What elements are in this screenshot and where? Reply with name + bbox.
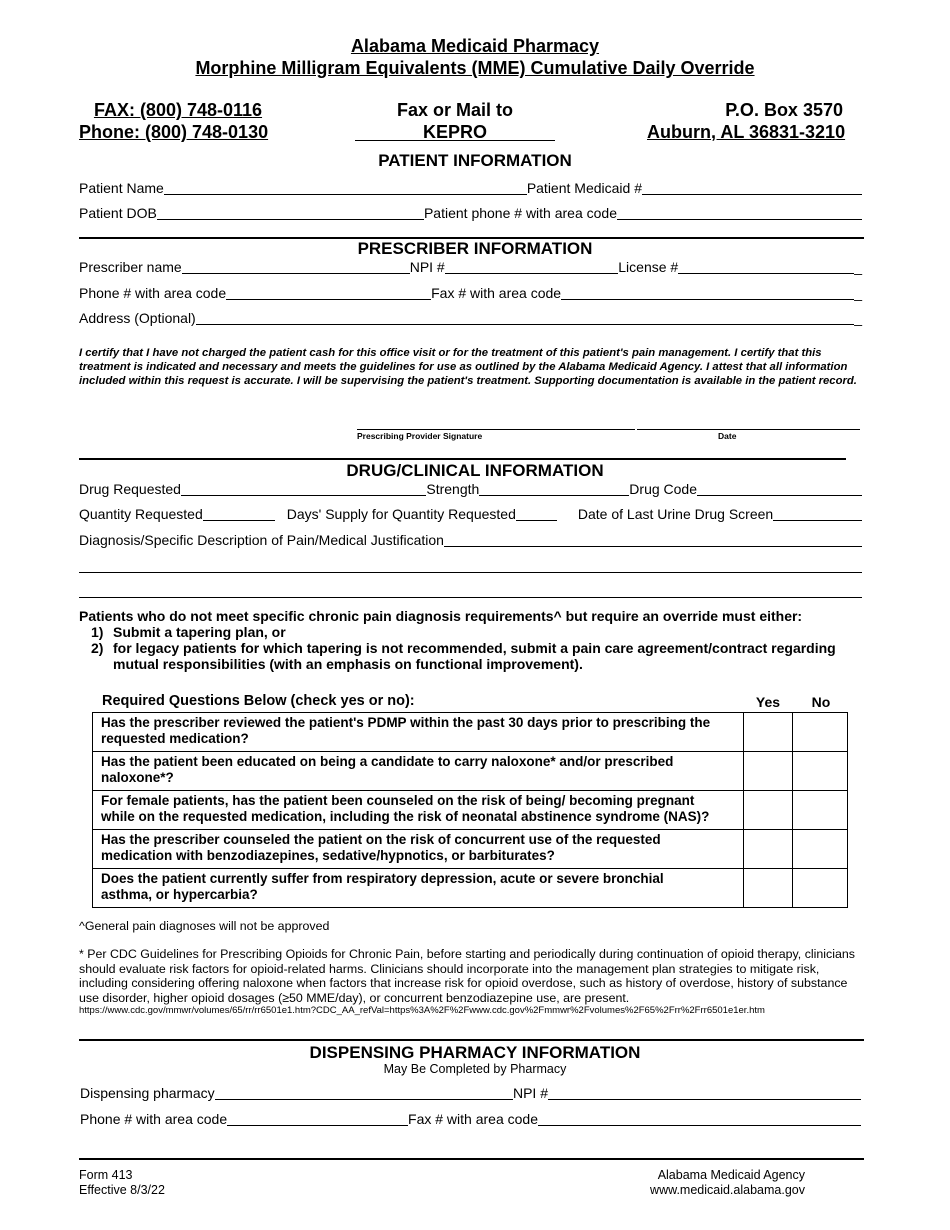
no-checkbox[interactable]	[793, 752, 848, 791]
questions-table	[92, 712, 848, 908]
prescriber-fax-label: Fax # with area code	[431, 285, 562, 301]
drug-code-label: Drug Code	[629, 481, 697, 497]
quantity-label: Quantity Requested	[79, 506, 203, 522]
prescriber-address-label: Address (Optional)	[79, 310, 196, 326]
patient-medicaid-label: Patient Medicaid #	[526, 180, 642, 196]
pharmacy-phone-field[interactable]	[227, 1112, 408, 1126]
quantity-field[interactable]	[203, 507, 275, 521]
po-box: P.O. Box 3570	[725, 100, 843, 120]
no-checkbox[interactable]	[793, 830, 848, 869]
yes-header: Yes	[755, 694, 781, 710]
patient-info-heading: PATIENT INFORMATION	[378, 151, 572, 170]
requirement-2-text-cont: mutual responsibilities (with an emphasis on functional improvement).	[113, 656, 583, 672]
pharmacy-npi-label: NPI #	[512, 1085, 548, 1101]
prescriber-phone-field[interactable]	[226, 286, 431, 300]
pharmacy-fax-label: Fax # with area code	[408, 1111, 538, 1127]
pharmacy-subheading: May Be Completed by Pharmacy	[383, 1062, 567, 1076]
kepro-label: KEPRO	[422, 122, 487, 142]
trail-mark: _	[854, 310, 862, 326]
diagnosis-label: Diagnosis/Specific Description of Pain/Medical Justification	[79, 532, 444, 548]
patient-name-label: Patient Name	[79, 180, 164, 196]
patient-row-2	[79, 204, 862, 222]
city-address: Auburn, AL 36831-3210	[647, 122, 846, 142]
question-line: Has the prescriber counseled the patient on the risk of concurrent use of the requested	[101, 832, 661, 847]
strength-label: Strength	[426, 481, 480, 497]
question-row	[93, 830, 848, 869]
requirement-1-num: 1)	[91, 624, 104, 640]
form-number: Form 413	[79, 1168, 133, 1182]
prescriber-npi-label: NPI #	[409, 259, 445, 275]
effective-date: Effective 8/3/22	[79, 1183, 165, 1197]
requirement-2-num: 2)	[91, 640, 104, 656]
agency-name: Alabama Medicaid Agency	[657, 1168, 805, 1182]
form-title-line1: Alabama Medicaid Pharmacy	[350, 36, 600, 56]
drug-requested-field[interactable]	[181, 482, 426, 496]
drug-row-1	[79, 480, 862, 498]
strength-field[interactable]	[479, 482, 629, 496]
prescriber-phone-label: Phone # with area code	[79, 285, 227, 301]
prescriber-name-field[interactable]	[182, 260, 410, 274]
diagnosis-field[interactable]	[444, 533, 862, 547]
signature-line[interactable]	[357, 429, 635, 430]
question-line: while on the requested medication, including the risk of neonatal abstinence syndrome (NAS)?	[101, 809, 710, 824]
agency-website[interactable]: www.medicaid.alabama.gov	[650, 1183, 805, 1197]
requirement-1-text: Submit a tapering plan, or	[113, 624, 286, 640]
diagnosis-line-3[interactable]	[79, 597, 862, 598]
question-text	[93, 752, 744, 791]
yes-checkbox[interactable]	[744, 830, 793, 869]
yes-checkbox[interactable]	[744, 869, 793, 908]
question-line: asthma, or hypercarbia?	[101, 887, 258, 902]
question-line: For female patients, has the patient been counseled on the risk of being/ becoming pregnant	[101, 793, 695, 808]
dispensing-pharmacy-field[interactable]	[215, 1086, 513, 1100]
pharmacy-row-2	[80, 1110, 861, 1128]
prescriber-license-field[interactable]	[678, 260, 854, 274]
prescriber-fax-field[interactable]	[561, 286, 854, 300]
cdc-url[interactable]: https://www.cdc.gov/mmwr/volumes/65/rr/rr6501e1.htm?CDC_AA_refVal=https%3A%2F%2Fwww.cdc.gov%2Fmmwr%2Fvolumes%2F65%2Frr%2Frr6501e1er.htm	[79, 1005, 765, 1016]
days-supply-field[interactable]	[516, 507, 557, 521]
cdc-note: * Per CDC Guidelines for Prescribing Opioids for Chronic Pain, before starting and periodically during continuation of opioid therapy, clinicians should evaluate risk factors for opioid-related harms. Clinicians should incorporate into the management plan strategies to mitigate risk, including considering offering naloxone when factors that increase risk for opioid overdose, such as history of overdose, history of substance use disorder, higher opioid dosages (≥50 MME/day), or concurrent benzodiazepine use, are present.	[79, 947, 855, 1005]
form-title-line2: Morphine Milligram Equivalents (MME) Cumulative Daily Override	[195, 58, 755, 78]
fax-number: FAX: (800) 748-0116	[93, 100, 263, 120]
general-diagnoses-note: ^General pain diagnoses will not be approved	[79, 919, 330, 933]
prescriber-row-3	[79, 309, 862, 327]
patient-dob-label: Patient DOB	[79, 205, 157, 221]
urine-screen-field[interactable]	[773, 507, 862, 521]
no-checkbox[interactable]	[793, 791, 848, 830]
prescriber-npi-field[interactable]	[445, 260, 619, 274]
question-text	[93, 869, 744, 908]
patient-phone-field[interactable]	[617, 206, 862, 220]
prescriber-name-label: Prescriber name	[79, 259, 182, 275]
prescriber-license-label: License #	[618, 259, 679, 275]
patient-medicaid-field[interactable]	[642, 181, 862, 195]
pharmacy-npi-field[interactable]	[548, 1086, 861, 1100]
question-text	[93, 830, 744, 869]
date-line[interactable]	[637, 429, 860, 430]
question-text	[93, 713, 744, 752]
question-row	[93, 791, 848, 830]
patient-dob-field[interactable]	[157, 206, 424, 220]
phone-number: Phone: (800) 748-0130	[79, 122, 269, 142]
patient-phone-label: Patient phone # with area code	[423, 205, 617, 221]
drug-row-3	[79, 531, 862, 549]
question-row	[93, 752, 848, 791]
fax-mail-label: Fax or Mail to	[396, 100, 513, 120]
prescriber-info-heading: PRESCRIBER INFORMATION	[357, 239, 593, 258]
drug-requested-label: Drug Requested	[79, 481, 181, 497]
drug-row-2	[79, 505, 862, 523]
yes-checkbox[interactable]	[744, 791, 793, 830]
question-line: Has the prescriber reviewed the patient's PDMP within the past 30 days prior to prescribing the	[101, 715, 711, 730]
pharmacy-phone-label: Phone # with area code	[80, 1111, 228, 1127]
no-header: No	[811, 694, 831, 710]
date-label: Date	[718, 431, 737, 441]
question-text	[93, 791, 744, 830]
signature-label: Prescribing Provider Signature	[357, 431, 483, 441]
pharmacy-row-1	[80, 1084, 861, 1102]
no-checkbox[interactable]	[793, 869, 848, 908]
patient-name-field[interactable]	[164, 181, 527, 195]
prescriber-address-field[interactable]	[196, 311, 854, 325]
drug-info-heading: DRUG/CLINICAL INFORMATION	[346, 461, 604, 480]
certification-text: I certify that I have not charged the patient cash for this office visit or for the treatment of this patient's pain management. I certify that this treatment is indicated and necessary and meets the guidelines for use as outlined by the Alabama Medicaid Agency. I attest that all information included within this request is accurate. I will be supervising the patient's treatment. Supporting documentation is available in the patient record.	[79, 347, 857, 387]
trail-mark: _	[854, 285, 862, 301]
urine-screen-label: Date of Last Urine Drug Screen	[577, 506, 774, 522]
question-line: Does the patient currently suffer from respiratory depression, acute or severe bronchial	[101, 871, 664, 886]
question-line: medication with benzodiazepines, sedative/hypnotics, or barbiturates?	[101, 848, 555, 863]
questions-heading: Required Questions Below (check yes or no):	[102, 693, 415, 709]
pharmacy-fax-field[interactable]	[538, 1112, 861, 1126]
question-line: Has the patient been educated on being a candidate to carry naloxone* and/or prescribed	[101, 754, 674, 769]
pharmacy-info-heading: DISPENSING PHARMACY INFORMATION	[309, 1043, 641, 1062]
requirement-2-text: for legacy patients for which tapering is not recommended, submit a pain care agreement/contract regarding	[113, 640, 836, 656]
question-row	[93, 869, 848, 908]
dispensing-pharmacy-label: Dispensing pharmacy	[80, 1085, 215, 1101]
yes-checkbox[interactable]	[744, 752, 793, 791]
question-line: requested medication?	[101, 731, 249, 746]
yes-checkbox[interactable]	[744, 713, 793, 752]
requirements-intro: Patients who do not meet specific chronic pain diagnosis requirements^ but require an override must either:	[79, 608, 803, 624]
prescriber-row-1	[79, 258, 862, 276]
diagnosis-line-2[interactable]	[79, 572, 862, 573]
drug-code-field[interactable]	[697, 482, 862, 496]
patient-row-1	[79, 179, 862, 197]
question-row	[93, 713, 848, 752]
days-supply-label: Days' Supply for Quantity Requested	[286, 506, 516, 522]
trail-mark: _	[854, 259, 862, 275]
question-line: naloxone*?	[101, 770, 174, 785]
no-checkbox[interactable]	[793, 713, 848, 752]
prescriber-row-2	[79, 284, 862, 302]
